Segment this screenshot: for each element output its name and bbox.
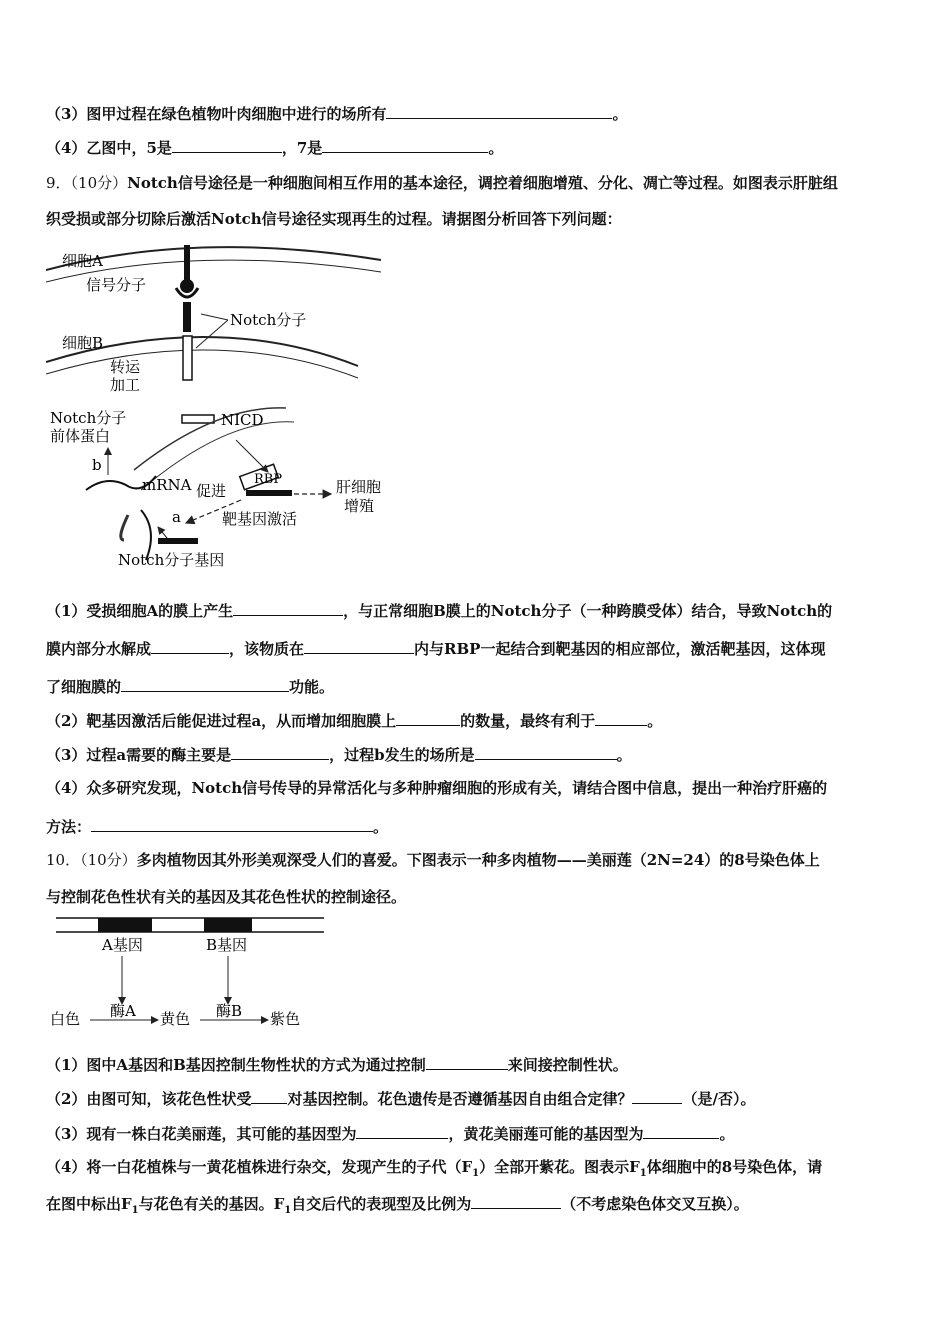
answer-blank[interactable] (91, 816, 373, 832)
q10-part2 (46, 1088, 908, 1109)
q9-stem-line1 (46, 173, 908, 193)
q8-part4 (46, 137, 908, 158)
answer-blank[interactable] (595, 710, 647, 726)
q10-part4-text-e: 与花色有关的基因。F (138, 1195, 285, 1213)
notch-pathway-diagram (46, 240, 396, 580)
question-score: （10分） (70, 174, 128, 192)
answer-blank[interactable] (233, 600, 343, 616)
label-notch-gene: Notch分子基因 (118, 551, 225, 569)
q10-part4-text-a: （4）将一白花植株与一黄花植株进行杂交，发现产生的子代（F (46, 1158, 473, 1176)
q10-stem-line2 (46, 887, 908, 907)
label-processing: 加工 (110, 376, 141, 394)
gene-b-segment (204, 918, 252, 932)
cell-b-membrane-inner (46, 350, 358, 378)
label-cell-b: 细胞B (62, 334, 104, 352)
gene-a-segment (98, 918, 152, 932)
punct: 。 (612, 105, 628, 123)
answer-blank[interactable] (121, 676, 289, 692)
subscript: 1 (131, 1205, 139, 1216)
q8-part4-text-b: ，7是 (281, 139, 323, 157)
subscript: 1 (639, 1168, 647, 1179)
q10-part4-text-d: 在图中标出F (46, 1195, 132, 1213)
punct: 。 (488, 139, 504, 157)
pointer-line (196, 320, 228, 348)
label-white: 白色 (50, 1010, 81, 1028)
label-target-gene-activation: 靶基因激活 (222, 510, 298, 528)
q9-part4-line2 (46, 816, 908, 837)
q10-stem-text-2: 与控制花色性状有关的基因及其花色性状的控制途径。 (46, 888, 407, 906)
q10-part4-line2 (46, 1193, 908, 1221)
q10-part1 (46, 1054, 908, 1075)
q9-stem-text-2: 织受损或部分切除后激活Notch信号途径实现再生的过程。请据图分析回答下列问题： (46, 210, 622, 228)
q9-part1-text-e: 内与RBP一起结合到靶基因的相应部位，激活靶基因，这体现 (414, 640, 826, 658)
q10-part3-text-a: （3）现有一株白花美丽莲，其可能的基因型为 (46, 1125, 357, 1143)
label-yellow: 黄色 (160, 1010, 191, 1028)
q9-part1-line1 (46, 600, 908, 621)
q10-part1-text-b: 来间接控制性状。 (507, 1056, 628, 1074)
label-precursor-1: Notch分子 (50, 409, 127, 427)
q9-part1-line3 (46, 676, 908, 697)
q10-part2-text-b: 对基因控制。花色遗传是否遵循基因自由组合定律？ (287, 1090, 633, 1108)
q10-part3-text-b: ，黄花美丽莲可能的基因型为 (448, 1125, 644, 1143)
q9-part1-text-f: 了细胞膜的 (46, 678, 122, 696)
question-score: （10分） (80, 851, 137, 869)
label-nicd: NICD (221, 411, 264, 429)
question-number: 9． (46, 174, 71, 192)
subscript: 1 (472, 1168, 480, 1179)
q9-part1-text-a: （1）受损细胞A的膜上产生 (46, 602, 234, 620)
label-precursor-2: 前体蛋白 (50, 427, 111, 445)
label-purple: 紫色 (270, 1010, 301, 1028)
punct: 。 (373, 818, 389, 836)
answer-blank[interactable] (322, 137, 488, 153)
q10-part3 (46, 1123, 908, 1144)
question-number: 10． (46, 851, 81, 869)
pointer-line (201, 314, 228, 320)
q9-part3-text-b: ，过程b发生的场所是 (329, 746, 475, 764)
label-gene-a: A基因 (102, 936, 143, 954)
q9-part2 (46, 710, 908, 731)
q9-part2-text-b: 的数量，最终有利于 (460, 712, 596, 730)
q9-stem-line2 (46, 209, 908, 229)
q10-part4-text-b: ）全部开紫花。图表示F (479, 1158, 640, 1176)
target-gene-dna (246, 490, 292, 496)
q10-part4-text-f: 自交后代的表现型及比例为 (291, 1195, 472, 1213)
answer-blank[interactable] (231, 744, 329, 760)
label-process-a: a (172, 508, 181, 526)
answer-blank[interactable] (426, 1054, 508, 1070)
answer-blank[interactable] (632, 1088, 682, 1104)
label-enzyme-b: 酶B (216, 1002, 243, 1020)
q10-stem-text: 多肉植物因其外形美观深受人们的喜爱。下图表示一种多肉植物——美丽莲（2N=24）的8号染色体上 (136, 851, 820, 869)
label-liver-cell: 肝细胞 (336, 478, 382, 496)
signal-molecule-stalk (184, 245, 190, 280)
q9-part2-text-a: （2）靶基因激活后能促进过程a，从而增加细胞膜上 (46, 712, 397, 730)
q10-part4-line1 (46, 1157, 908, 1184)
q9-part4-text-a: （4）众多研究发现，Notch信号传导的异常活化与多种肿瘤细胞的形成有关，请结合图中信息，提出一种治疗肝癌的 (46, 779, 828, 797)
q10-part1-text-a: （1）图中A基因和B基因控制生物性状的方式为通过控制 (46, 1056, 426, 1074)
flower-color-pathway-diagram (46, 912, 326, 1037)
label-notch-molecule: Notch分子 (230, 311, 307, 329)
punct: 。 (616, 746, 632, 764)
label-enzyme-a: 酶A (110, 1002, 136, 1020)
q9-part1-text-c: 膜内部分水解成 (46, 640, 152, 658)
q10-stem-line1 (46, 850, 908, 870)
label-signal-molecule: 信号分子 (86, 276, 147, 294)
label-proliferation: 增殖 (344, 497, 375, 515)
answer-blank[interactable] (471, 1193, 561, 1209)
label-promote: 促进 (196, 482, 227, 500)
nucleus-membrane-fragment (121, 515, 128, 540)
label-process-b: b (92, 456, 102, 474)
q8-part3 (46, 103, 908, 124)
label-gene-b: B基因 (206, 936, 248, 954)
q8-part4-text: （4）乙图中，5是 (46, 139, 172, 157)
nicd-shape (182, 415, 214, 423)
label-transport: 转运 (110, 358, 141, 376)
q9-stem-text: Notch信号途径是一种细胞间相互作用的基本途径，调控着细胞增殖、分化、凋亡等过程。如图表示肝脏组 (127, 174, 838, 192)
q10-part2-text-c: （是/否）。 (682, 1090, 756, 1108)
label-rbp: RBP (254, 472, 283, 487)
nicd-to-rbp-arrow (236, 440, 268, 472)
answer-blank[interactable] (643, 1123, 719, 1139)
punct: 。 (647, 712, 663, 730)
notch-gene-shape (158, 538, 198, 544)
q9-part3 (46, 744, 908, 765)
answer-blank[interactable] (251, 1088, 287, 1104)
answer-blank[interactable] (356, 1123, 448, 1139)
answer-blank[interactable] (475, 744, 617, 760)
subscript: 1 (284, 1205, 292, 1216)
q10-part4-text-g: （不考虑染色体交叉互换）。 (561, 1195, 749, 1213)
answer-blank[interactable] (151, 638, 229, 654)
q9-part1-text-g: 功能。 (289, 678, 335, 696)
q9-part4-line1 (46, 778, 908, 798)
answer-blank[interactable] (396, 710, 460, 726)
q10-part2-text-a: （2）由图可知，该花色性状受 (46, 1090, 252, 1108)
q9-part1-text-d: ，该物质在 (229, 640, 305, 658)
signal-molecule-icon (180, 279, 194, 293)
answer-blank[interactable] (172, 137, 282, 153)
q9-part4-text-b: 方法： (46, 818, 92, 836)
notch-molecule-shape (183, 302, 191, 332)
label-mrna: mRNA (142, 476, 192, 494)
answer-blank[interactable] (386, 103, 612, 119)
label-cell-a: 细胞A (62, 252, 103, 270)
q10-part4-text-c: 体细胞中的8号染色体，请 (646, 1158, 823, 1176)
q8-part3-text: （3）图甲过程在绿色植物叶肉细胞中进行的场所有 (46, 105, 387, 123)
punct: 。 (719, 1125, 735, 1143)
q9-part1-line2 (46, 638, 908, 659)
q9-part1-text-b: ，与正常细胞B膜上的Notch分子（一种跨膜受体）结合，导致Notch的 (343, 602, 833, 620)
notch-molecule-intracellular (183, 336, 192, 380)
answer-blank[interactable] (304, 638, 414, 654)
q9-part3-text-a: （3）过程a需要的酶主要是 (46, 746, 232, 764)
